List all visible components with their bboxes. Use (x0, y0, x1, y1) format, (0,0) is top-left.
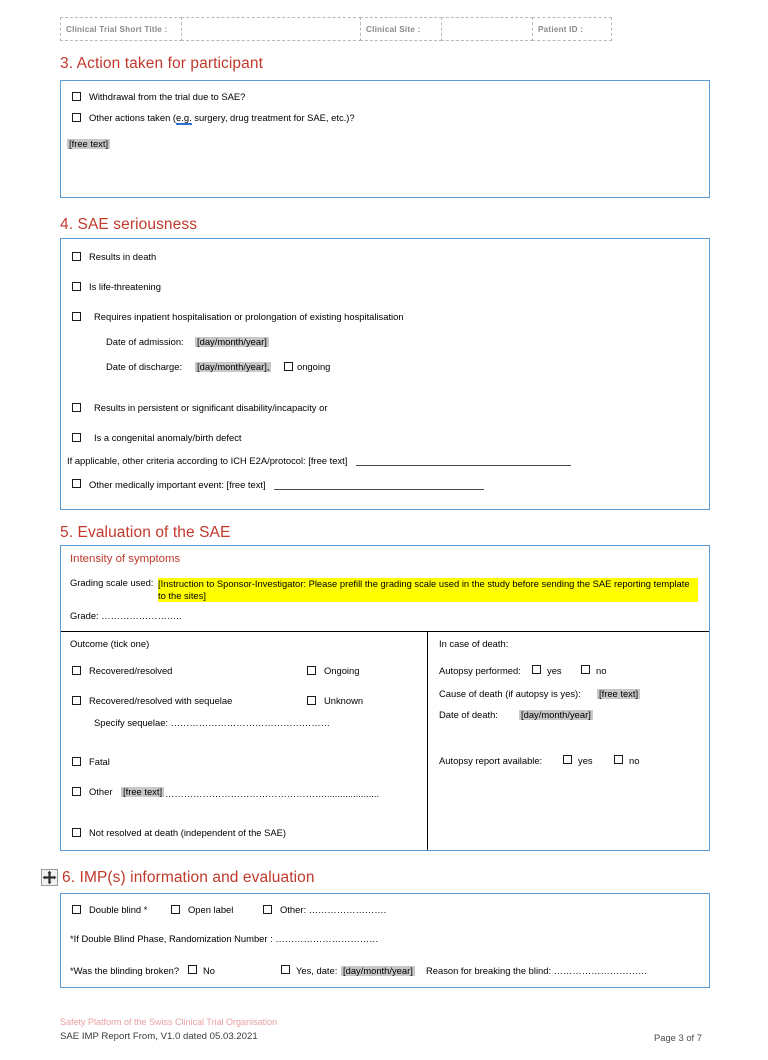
clinical-site-label: Clinical Site : (360, 17, 442, 41)
footer-page-number: Page 3 of 7 (654, 1032, 702, 1043)
field-date-discharge[interactable]: [day/month/year], (197, 361, 270, 372)
intensity-of-symptoms-heading: Intensity of symptoms (70, 553, 181, 565)
label-hospitalisation: Requires inpatient hospitalisation or prolongation of existing hospitalisation (94, 311, 404, 322)
section-4-box (60, 238, 710, 510)
section-5-horizontal-divider (61, 631, 709, 632)
label-specify-sequelae[interactable]: Specify sequelae: …………………………………………… (94, 717, 330, 728)
section-3-box (60, 80, 710, 198)
section-5-heading: 5. Evaluation of the SAE (60, 524, 231, 541)
checkbox-other-actions[interactable] (72, 113, 81, 122)
section-6-box (60, 893, 710, 988)
checkbox-disability[interactable] (72, 403, 81, 412)
checkbox-ongoing-hospitalisation[interactable] (284, 362, 293, 371)
checkbox-life-threatening[interactable] (72, 282, 81, 291)
footer-document: SAE IMP Report From, V1.0 dated 05.03.2021 (60, 1031, 258, 1042)
label-recovered-resolved: Recovered/resolved (89, 665, 173, 676)
rule-other-criteria[interactable] (356, 465, 571, 466)
label-open-label: Open label (188, 904, 234, 915)
trial-title-input[interactable] (181, 17, 361, 41)
label-disability: Results in persistent or significant disability/incapacity or (94, 402, 328, 413)
in-case-of-death-heading: In case of death: (439, 638, 509, 649)
section-3-heading: 3. Action taken for participant (60, 55, 263, 72)
label-autopsy-report-yes: yes (578, 755, 593, 766)
checkbox-blinding-yes[interactable] (281, 965, 290, 974)
label-other-criteria: If applicable, other criteria according to ICH E2A/protocol: [free text] (67, 455, 348, 466)
checkbox-recovered-resolved[interactable] (72, 666, 81, 675)
checkbox-open-label[interactable] (171, 905, 180, 914)
checkbox-autopsy-yes[interactable] (532, 665, 541, 674)
checkbox-autopsy-report-no[interactable] (614, 755, 623, 764)
label-randomization-number[interactable]: *If Double Blind Phase, Randomization Number : …………………………… (70, 933, 379, 944)
label-grading-scale: Grading scale used: (70, 577, 154, 588)
label-autopsy-performed: Autopsy performed: (439, 665, 521, 676)
label-blinding-yes: Yes, date: (296, 965, 338, 976)
label-autopsy-yes: yes (547, 665, 562, 676)
label-blinding-broken: *Was the blinding broken? (70, 965, 180, 976)
checkbox-congenital-anomaly[interactable] (72, 433, 81, 442)
label-imp-other[interactable]: Other: ……………………. (280, 904, 387, 915)
checkbox-blinding-no[interactable] (188, 965, 197, 974)
patient-identification-header (60, 17, 616, 41)
clinical-site-input[interactable] (441, 17, 533, 41)
label-congenital-anomaly: Is a congenital anomaly/birth defect (94, 432, 242, 443)
label-other-actions (89, 113, 355, 123)
checkbox-results-in-death[interactable] (72, 252, 81, 261)
footer-brand: Safety Platform of the Swiss Clinical Trial Organisation (60, 1017, 278, 1027)
field-date-admission[interactable]: [day/month/year] (197, 336, 267, 347)
rule-other-medically-important[interactable] (274, 489, 484, 490)
checkbox-double-blind[interactable] (72, 905, 81, 914)
label-fatal: Fatal (89, 756, 110, 767)
label-other-medically-important: Other medically important event: [free text] (89, 479, 266, 490)
label-recovered-with-sequelae: Recovered/resolved with sequelae (89, 695, 233, 706)
checkbox-recovered-with-sequelae[interactable] (72, 696, 81, 705)
section-5-vertical-divider (427, 631, 428, 850)
trial-title-label: Clinical Trial Short Title : (60, 17, 182, 41)
label-ongoing-hospitalisation: ongoing (297, 361, 331, 372)
checkbox-autopsy-report-yes[interactable] (563, 755, 572, 764)
label-blinding-no: No (203, 965, 215, 976)
label-unknown-outcome: Unknown (324, 695, 364, 706)
label-other-actions-prefix: Other actions taken ( (89, 112, 177, 123)
label-results-in-death: Results in death (89, 251, 157, 262)
checkbox-unknown-outcome[interactable] (307, 696, 316, 705)
checkbox-withdrawal[interactable] (72, 92, 81, 101)
label-ongoing-outcome: Ongoing (324, 665, 360, 676)
label-other-outcome: Other (89, 786, 113, 797)
checkbox-other-outcome[interactable] (72, 787, 81, 796)
section-6-heading: 6. IMP(s) information and evaluation (62, 869, 315, 886)
spellcheck-eg: e.g. (176, 112, 192, 123)
free-text-field-actions[interactable]: [free text] (69, 138, 109, 149)
checkbox-autopsy-no[interactable] (581, 665, 590, 674)
field-other-outcome-free-text[interactable]: [free text] (123, 786, 163, 797)
field-cause-of-death[interactable]: [free text] (599, 688, 639, 699)
label-other-actions-suffix: surgery, drug treatment for SAE, etc.)? (191, 112, 355, 123)
label-date-of-death: Date of death: (439, 709, 498, 720)
checkbox-imp-other[interactable] (263, 905, 272, 914)
move-handle-icon[interactable] (41, 869, 58, 886)
field-blinding-date[interactable]: [day/month/year] (343, 965, 413, 976)
label-not-resolved-at-death: Not resolved at death (independent of the SAE) (89, 827, 287, 838)
checkbox-not-resolved-at-death[interactable] (72, 828, 81, 837)
label-autopsy-report: Autopsy report available: (439, 755, 543, 766)
dots-other-outcome: ……………………………………………..................... (165, 788, 380, 799)
checkbox-fatal[interactable] (72, 757, 81, 766)
checkbox-hospitalisation[interactable] (72, 312, 81, 321)
section-4-heading: 4. SAE seriousness (60, 216, 198, 233)
checkbox-ongoing-outcome[interactable] (307, 666, 316, 675)
patient-id-label: Patient ID : (532, 17, 612, 41)
label-double-blind: Double blind * (89, 904, 148, 915)
checkbox-other-medically-important[interactable] (72, 479, 81, 488)
label-grade: Grade: …………………….. (70, 610, 182, 621)
section-5-box (60, 545, 710, 851)
label-autopsy-report-no: no (629, 755, 640, 766)
field-date-of-death[interactable]: [day/month/year] (521, 709, 591, 720)
label-withdrawal: Withdrawal from the trial due to SAE? (89, 91, 246, 102)
outcome-heading: Outcome (tick one) (70, 638, 150, 649)
label-blinding-reason[interactable]: Reason for breaking the blind: ………………………… (426, 965, 648, 976)
label-autopsy-no: no (596, 665, 607, 676)
label-life-threatening: Is life-threatening (89, 281, 161, 292)
label-date-discharge: Date of discharge: (106, 361, 183, 372)
label-date-admission: Date of admission: (106, 336, 184, 347)
label-cause-of-death: Cause of death (if autopsy is yes): (439, 688, 581, 699)
grading-scale-instruction: [Instruction to Sponsor-Investigator: Please prefill the grading scale used in the study before sending the SAE reporting template to the sites] (158, 578, 698, 602)
